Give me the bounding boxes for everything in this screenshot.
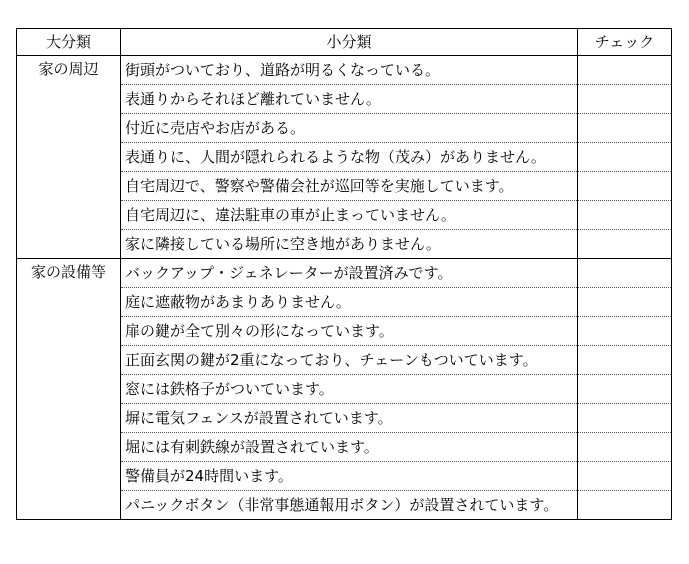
check-cell[interactable] [578,85,672,114]
table-row [17,259,672,288]
check-cell[interactable] [578,433,672,462]
check-cell[interactable] [578,143,672,172]
check-cell[interactable] [578,114,672,143]
check-cell[interactable] [578,317,672,346]
item-cell: パニックボタン（非常事態通報用ボタン）が設置されています。 [121,491,578,520]
check-cell[interactable] [578,404,672,433]
header-category: 大分類 [17,29,121,56]
check-cell[interactable] [578,259,672,288]
check-cell[interactable] [578,462,672,491]
item-cell: 窓には鉄格子がついています。 [121,375,578,404]
category-cell: 家の設備等 [17,259,121,520]
item-cell: 家に隣接している場所に空き地がありません。 [121,230,578,259]
item-cell: バックアップ・ジェネレーターが設置済みです。 [121,259,578,288]
check-cell[interactable] [578,375,672,404]
header-check: チェック [578,29,672,56]
checklist-body [17,56,672,520]
checklist-table [16,28,672,520]
check-cell[interactable] [578,288,672,317]
item-cell: 警備員が24時間います。 [121,462,578,491]
item-cell: 塀に電気フェンスが設置されています。 [121,404,578,433]
check-cell[interactable] [578,201,672,230]
check-cell[interactable] [578,56,672,85]
item-cell: 庭に遮蔽物があまりありません。 [121,288,578,317]
check-cell[interactable] [578,491,672,520]
item-cell: 自宅周辺に、違法駐車の車が止まっていません。 [121,201,578,230]
item-cell: 付近に売店やお店がある。 [121,114,578,143]
check-cell[interactable] [578,172,672,201]
check-cell[interactable] [578,346,672,375]
item-cell: 表通りに、人間が隠れられるような物（茂み）がありません。 [121,143,578,172]
item-cell: 表通りからそれほど離れていません。 [121,85,578,114]
header-row [17,29,672,56]
header-item: 小分類 [121,29,578,56]
item-cell: 堀には有刺鉄線が設置されています。 [121,433,578,462]
category-cell: 家の周辺 [17,56,121,259]
item-cell: 街頭がついており、道路が明るくなっている。 [121,56,578,85]
check-cell[interactable] [578,230,672,259]
item-cell: 正面玄関の鍵が2重になっており、チェーンもついています。 [121,346,578,375]
item-cell: 扉の鍵が全て別々の形になっています。 [121,317,578,346]
table-row [17,56,672,85]
item-cell: 自宅周辺で、警察や警備会社が巡回等を実施しています。 [121,172,578,201]
